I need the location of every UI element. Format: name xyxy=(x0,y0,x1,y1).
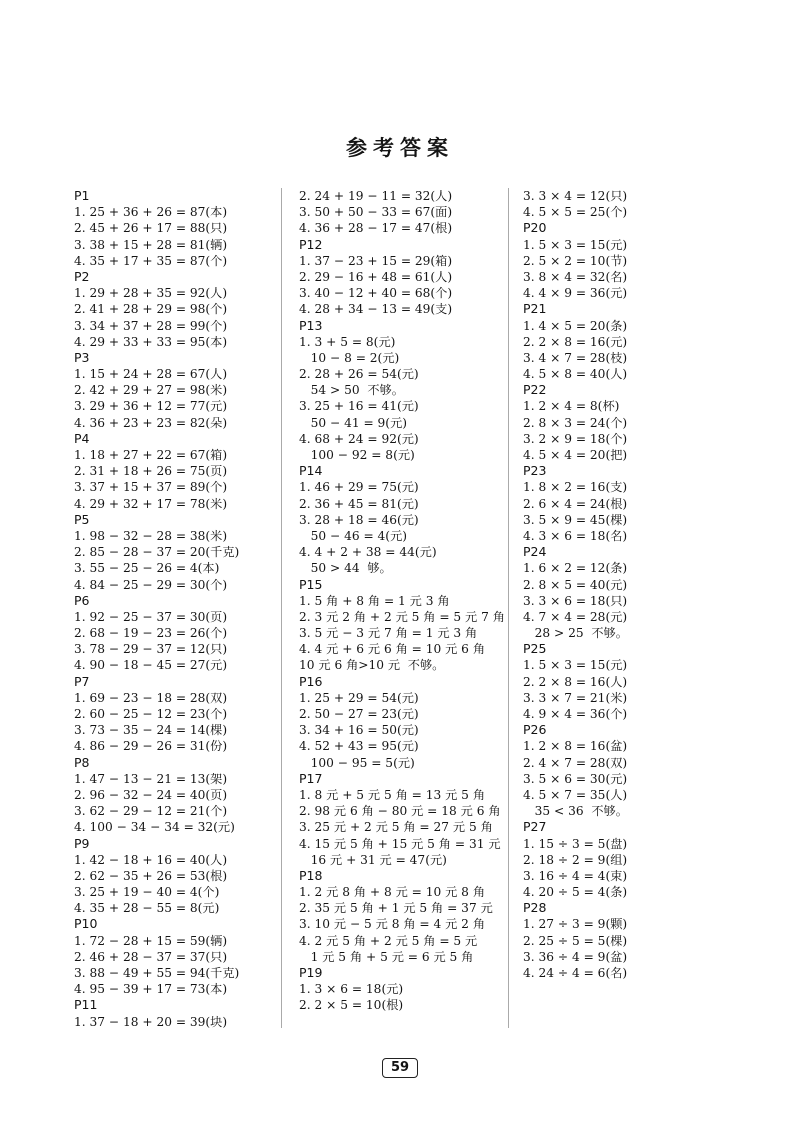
answer-line: 3. 10 元 − 5 元 8 角 = 4 元 2 角 xyxy=(299,917,486,932)
answer-line: 2. 31 + 18 + 26 = 75(页) xyxy=(74,464,228,479)
section-heading: P18 xyxy=(299,867,323,883)
answer-line: 2. 24 + 19 − 11 = 32(人) xyxy=(299,189,453,203)
answer-line: 3. 5 元 − 3 元 7 角 = 1 元 3 角 xyxy=(299,626,478,641)
answer-column-3 xyxy=(523,188,713,981)
answer-line: 1 元 5 角 + 5 元 = 6 元 5 角 xyxy=(299,949,474,964)
answer-line: 2. 42 + 29 + 27 = 98(米) xyxy=(74,383,228,398)
column-divider xyxy=(508,188,509,1028)
answer-line: 4. 5 × 4 = 20(把) xyxy=(523,448,628,462)
answer-line: 3. 55 − 25 − 26 = 4(本) xyxy=(74,561,220,576)
answer-line: 2. 5 × 2 = 10(节) xyxy=(523,253,628,268)
section-heading: P11 xyxy=(74,997,98,1013)
answer-line: 54 > 50 不够。 xyxy=(299,383,404,398)
answer-line: 35 < 36 不够。 xyxy=(523,804,628,819)
answer-line: 2. 3 元 2 角 + 2 元 5 角 = 5 元 7 角 xyxy=(299,609,505,624)
answer-line: 4. 36 + 23 + 23 = 82(朵) xyxy=(74,415,228,430)
answer-line: 2. 2 × 8 = 16(元) xyxy=(523,334,628,349)
answer-line: 3. 4 × 7 = 28(枝) xyxy=(523,350,628,365)
answer-line: 100 − 92 = 8(元) xyxy=(299,448,415,462)
answer-line: 4. 4 元 + 6 元 6 角 = 10 元 6 角 xyxy=(299,642,486,657)
answer-line: 2. 68 − 19 − 23 = 26(个) xyxy=(74,626,228,641)
answer-line: 4. 100 − 34 − 34 = 32(元) xyxy=(74,820,235,835)
answer-line: 3. 8 × 4 = 32(名) xyxy=(523,269,628,284)
answer-line: 1. 47 − 13 − 21 = 13(架) xyxy=(74,771,228,786)
answer-line: 4. 5 × 7 = 35(人) xyxy=(523,787,628,802)
answer-line: 50 > 44 够。 xyxy=(299,561,392,576)
section-heading: P21 xyxy=(523,301,547,317)
section-heading: P12 xyxy=(299,236,323,252)
answer-line: 1. 5 × 3 = 15(元) xyxy=(523,658,628,673)
answer-line: 4. 5 × 5 = 25(个) xyxy=(523,205,628,220)
answer-line: 3. 3 × 6 = 18(只) xyxy=(523,593,628,608)
answer-line: 3. 5 × 9 = 45(棵) xyxy=(523,512,628,527)
page-number: 59 xyxy=(382,1058,418,1078)
answer-line: 1. 42 − 18 + 16 = 40(人) xyxy=(74,852,228,867)
page-title: 参考答案 xyxy=(346,136,454,160)
answer-line: 4. 52 + 43 = 95(元) xyxy=(299,739,419,754)
section-heading: P2 xyxy=(74,268,90,284)
answer-line: 4. 4 × 9 = 36(元) xyxy=(523,286,628,301)
answer-line: 3. 3 × 4 = 12(只) xyxy=(523,189,628,203)
answer-line: 1. 18 + 27 + 22 = 67(箱) xyxy=(74,448,228,462)
answer-line: 1. 5 × 3 = 15(元) xyxy=(523,237,628,252)
answer-line: 2. 29 − 16 + 48 = 61(人) xyxy=(299,269,453,284)
section-heading: P27 xyxy=(523,819,547,835)
answer-line: 1. 37 − 23 + 15 = 29(箱) xyxy=(299,253,453,268)
answer-line: 4. 4 + 2 + 38 = 44(元) xyxy=(299,545,437,560)
section-heading: P25 xyxy=(523,641,547,657)
answer-line: 4. 84 − 25 − 29 = 30(个) xyxy=(74,577,228,592)
section-heading: P1 xyxy=(74,188,90,203)
answer-line: 2. 6 × 4 = 24(根) xyxy=(523,496,628,511)
section-heading: P3 xyxy=(74,349,90,365)
answer-line: 4. 7 × 4 = 28(元) xyxy=(523,609,628,624)
answer-line: 2. 50 − 27 = 23(元) xyxy=(299,707,419,721)
section-heading: P23 xyxy=(523,463,547,479)
section-heading: P24 xyxy=(523,544,547,560)
answer-line: 4. 35 + 17 + 35 = 87(个) xyxy=(74,253,228,268)
answer-line: 4. 36 + 28 − 17 = 47(根) xyxy=(299,221,453,236)
answer-line: 1. 15 ÷ 3 = 5(盘) xyxy=(523,836,628,851)
answer-line: 2. 28 + 26 = 54(元) xyxy=(299,367,419,382)
answer-line: 3. 16 ÷ 4 = 4(束) xyxy=(523,868,628,883)
section-heading: P6 xyxy=(74,592,90,608)
answer-line: 3. 40 − 12 + 40 = 68(个) xyxy=(299,286,453,301)
section-heading: P26 xyxy=(523,722,547,738)
answer-line: 2. 35 元 5 角 + 1 元 5 角 = 37 元 xyxy=(299,901,493,916)
answer-line: 4. 29 + 33 + 33 = 95(本) xyxy=(74,334,228,349)
answer-line: 4. 95 − 39 + 17 = 73(本) xyxy=(74,982,228,997)
answer-line: 3. 73 − 35 − 24 = 14(棵) xyxy=(74,723,228,738)
answer-line: 3. 3 × 7 = 21(米) xyxy=(523,690,628,705)
section-heading: P20 xyxy=(523,220,547,236)
answer-line: 3. 37 + 15 + 37 = 89(个) xyxy=(74,480,228,495)
answer-line: 1. 92 − 25 − 37 = 30(页) xyxy=(74,609,228,624)
answer-line: 2. 46 + 28 − 37 = 37(只) xyxy=(74,949,228,964)
answer-line: 3. 25 + 19 − 40 = 4(个) xyxy=(74,885,220,900)
section-heading: P5 xyxy=(74,511,90,527)
answer-line: 4. 68 + 24 = 92(元) xyxy=(299,431,419,446)
answer-line: 2. 98 元 6 角 − 80 元 = 18 元 6 角 xyxy=(299,804,501,819)
answer-line: 4. 3 × 6 = 18(名) xyxy=(523,528,628,543)
section-heading: P4 xyxy=(74,430,90,446)
answer-line: 3. 2 × 9 = 18(个) xyxy=(523,431,628,446)
answer-line: 3. 50 + 50 − 33 = 67(面) xyxy=(299,205,453,220)
answer-line: 2. 45 + 26 + 17 = 88(只) xyxy=(74,221,228,236)
answer-line: 3. 25 元 + 2 元 5 角 = 27 元 5 角 xyxy=(299,820,493,835)
answer-line: 50 − 41 = 9(元) xyxy=(299,415,408,430)
answer-line: 3. 34 + 37 + 28 = 99(个) xyxy=(74,318,228,333)
answer-line: 3. 88 − 49 + 55 = 94(千克) xyxy=(74,966,240,980)
answer-line: 4. 86 − 29 − 26 = 31(份) xyxy=(74,739,228,754)
answer-line: 4. 90 − 18 − 45 = 27(元) xyxy=(74,658,228,673)
answer-line: 4. 2 元 5 角 + 2 元 5 角 = 5 元 xyxy=(299,933,478,948)
answer-line: 2. 18 ÷ 2 = 9(组) xyxy=(523,852,628,867)
section-heading: P14 xyxy=(299,463,323,479)
section-heading: P16 xyxy=(299,673,323,689)
answer-line: 3. 78 − 29 − 37 = 12(只) xyxy=(74,642,228,657)
section-heading: P17 xyxy=(299,770,323,786)
answer-line: 4. 28 + 34 − 13 = 49(支) xyxy=(299,302,453,317)
answer-line: 4. 24 ÷ 4 = 6(名) xyxy=(523,966,628,980)
answer-line: 4. 20 ÷ 5 = 4(条) xyxy=(523,885,628,900)
answer-line: 3. 29 + 36 + 12 = 77(元) xyxy=(74,399,228,414)
answer-line: 1. 2 × 4 = 8(杯) xyxy=(523,399,620,414)
answer-line: 4. 35 + 28 − 55 = 8(元) xyxy=(74,901,220,916)
answer-line: 4. 5 × 8 = 40(人) xyxy=(523,367,628,382)
answer-line: 4. 9 × 4 = 36(个) xyxy=(523,707,628,721)
answer-column-1 xyxy=(74,188,270,1030)
section-heading: P22 xyxy=(523,382,547,398)
answer-line: 1. 2 × 8 = 16(盆) xyxy=(523,739,628,754)
answer-line: 1. 37 − 18 + 20 = 39(块) xyxy=(74,1014,228,1029)
answer-line: 2. 4 × 7 = 28(双) xyxy=(523,755,628,770)
answer-line: 1. 69 − 23 − 18 = 28(双) xyxy=(74,690,228,705)
answer-line: 1. 72 − 28 + 15 = 59(辆) xyxy=(74,933,228,948)
answer-line: 3. 36 ÷ 4 = 9(盆) xyxy=(523,949,628,964)
answer-line: 2. 41 + 28 + 29 = 98(个) xyxy=(74,302,228,317)
answer-line: 28 > 25 不够。 xyxy=(523,626,628,641)
answer-line: 3. 28 + 18 = 46(元) xyxy=(299,512,419,527)
answer-line: 1. 3 + 5 = 8(元) xyxy=(299,334,396,349)
answer-line: 1. 98 − 32 − 28 = 38(米) xyxy=(74,528,228,543)
answer-line: 1. 6 × 2 = 12(条) xyxy=(523,561,628,576)
answer-line: 2. 8 × 5 = 40(元) xyxy=(523,577,628,592)
answer-line: 16 元 + 31 元 = 47(元) xyxy=(299,852,447,867)
answer-line: 1. 3 × 6 = 18(元) xyxy=(299,982,404,997)
answer-line: 1. 15 + 24 + 28 = 67(人) xyxy=(74,367,228,382)
answer-line: 10 元 6 角>10 元 不够。 xyxy=(299,658,445,673)
answer-line: 50 − 46 = 4(元) xyxy=(299,528,408,543)
answer-line: 2. 96 − 32 − 24 = 40(页) xyxy=(74,787,228,802)
answer-line: 2. 8 × 3 = 24(个) xyxy=(523,415,628,430)
section-heading: P19 xyxy=(299,965,323,980)
answer-line: 1. 4 × 5 = 20(条) xyxy=(523,318,628,333)
answer-line: 1. 25 + 29 = 54(元) xyxy=(299,690,419,705)
answer-line: 3. 62 − 29 − 12 = 21(个) xyxy=(74,804,228,819)
answer-line: 2. 25 ÷ 5 = 5(棵) xyxy=(523,933,628,948)
answer-line: 1. 5 角 + 8 角 = 1 元 3 角 xyxy=(299,593,450,608)
answer-line: 1. 8 × 2 = 16(支) xyxy=(523,480,628,495)
answer-line: 1. 27 ÷ 3 = 9(颗) xyxy=(523,917,628,932)
answer-line: 3. 5 × 6 = 30(元) xyxy=(523,771,628,786)
section-heading: P7 xyxy=(74,673,90,689)
answer-line: 10 − 8 = 2(元) xyxy=(299,350,400,365)
answer-line: 2. 36 + 45 = 81(元) xyxy=(299,496,419,511)
answer-line: 4. 29 + 32 + 17 = 78(米) xyxy=(74,496,228,511)
answer-line: 1. 8 元 + 5 元 5 角 = 13 元 5 角 xyxy=(299,787,486,802)
section-heading: P28 xyxy=(523,900,547,916)
answer-line: 3. 25 + 16 = 41(元) xyxy=(299,399,419,414)
section-heading: P15 xyxy=(299,576,323,592)
answer-line: 3. 38 + 15 + 28 = 81(辆) xyxy=(74,237,228,252)
section-heading: P9 xyxy=(74,835,90,851)
answer-line: 4. 15 元 5 角 + 15 元 5 角 = 31 元 xyxy=(299,836,501,851)
answer-line: 1. 29 + 28 + 35 = 92(人) xyxy=(74,286,228,301)
answer-line: 2. 2 × 5 = 10(根) xyxy=(299,998,404,1013)
answer-line: 100 − 95 = 5(元) xyxy=(299,755,415,770)
answer-line: 2. 60 − 25 − 12 = 23(个) xyxy=(74,707,228,721)
answer-line: 2. 62 − 35 + 26 = 53(根) xyxy=(74,868,228,883)
column-divider xyxy=(281,188,282,1028)
answer-line: 1. 2 元 8 角 + 8 元 = 10 元 8 角 xyxy=(299,885,486,900)
section-heading: P10 xyxy=(74,916,98,932)
answer-line: 3. 34 + 16 = 50(元) xyxy=(299,723,419,738)
answer-line: 1. 46 + 29 = 75(元) xyxy=(299,480,419,495)
answer-line: 2. 2 × 8 = 16(人) xyxy=(523,674,628,689)
answer-line: 2. 85 − 28 − 37 = 20(千克) xyxy=(74,545,240,560)
section-heading: P13 xyxy=(299,317,323,333)
answer-line: 1. 25 + 36 + 26 = 87(本) xyxy=(74,205,228,220)
answer-column-2 xyxy=(299,188,505,1014)
section-heading: P8 xyxy=(74,754,90,770)
